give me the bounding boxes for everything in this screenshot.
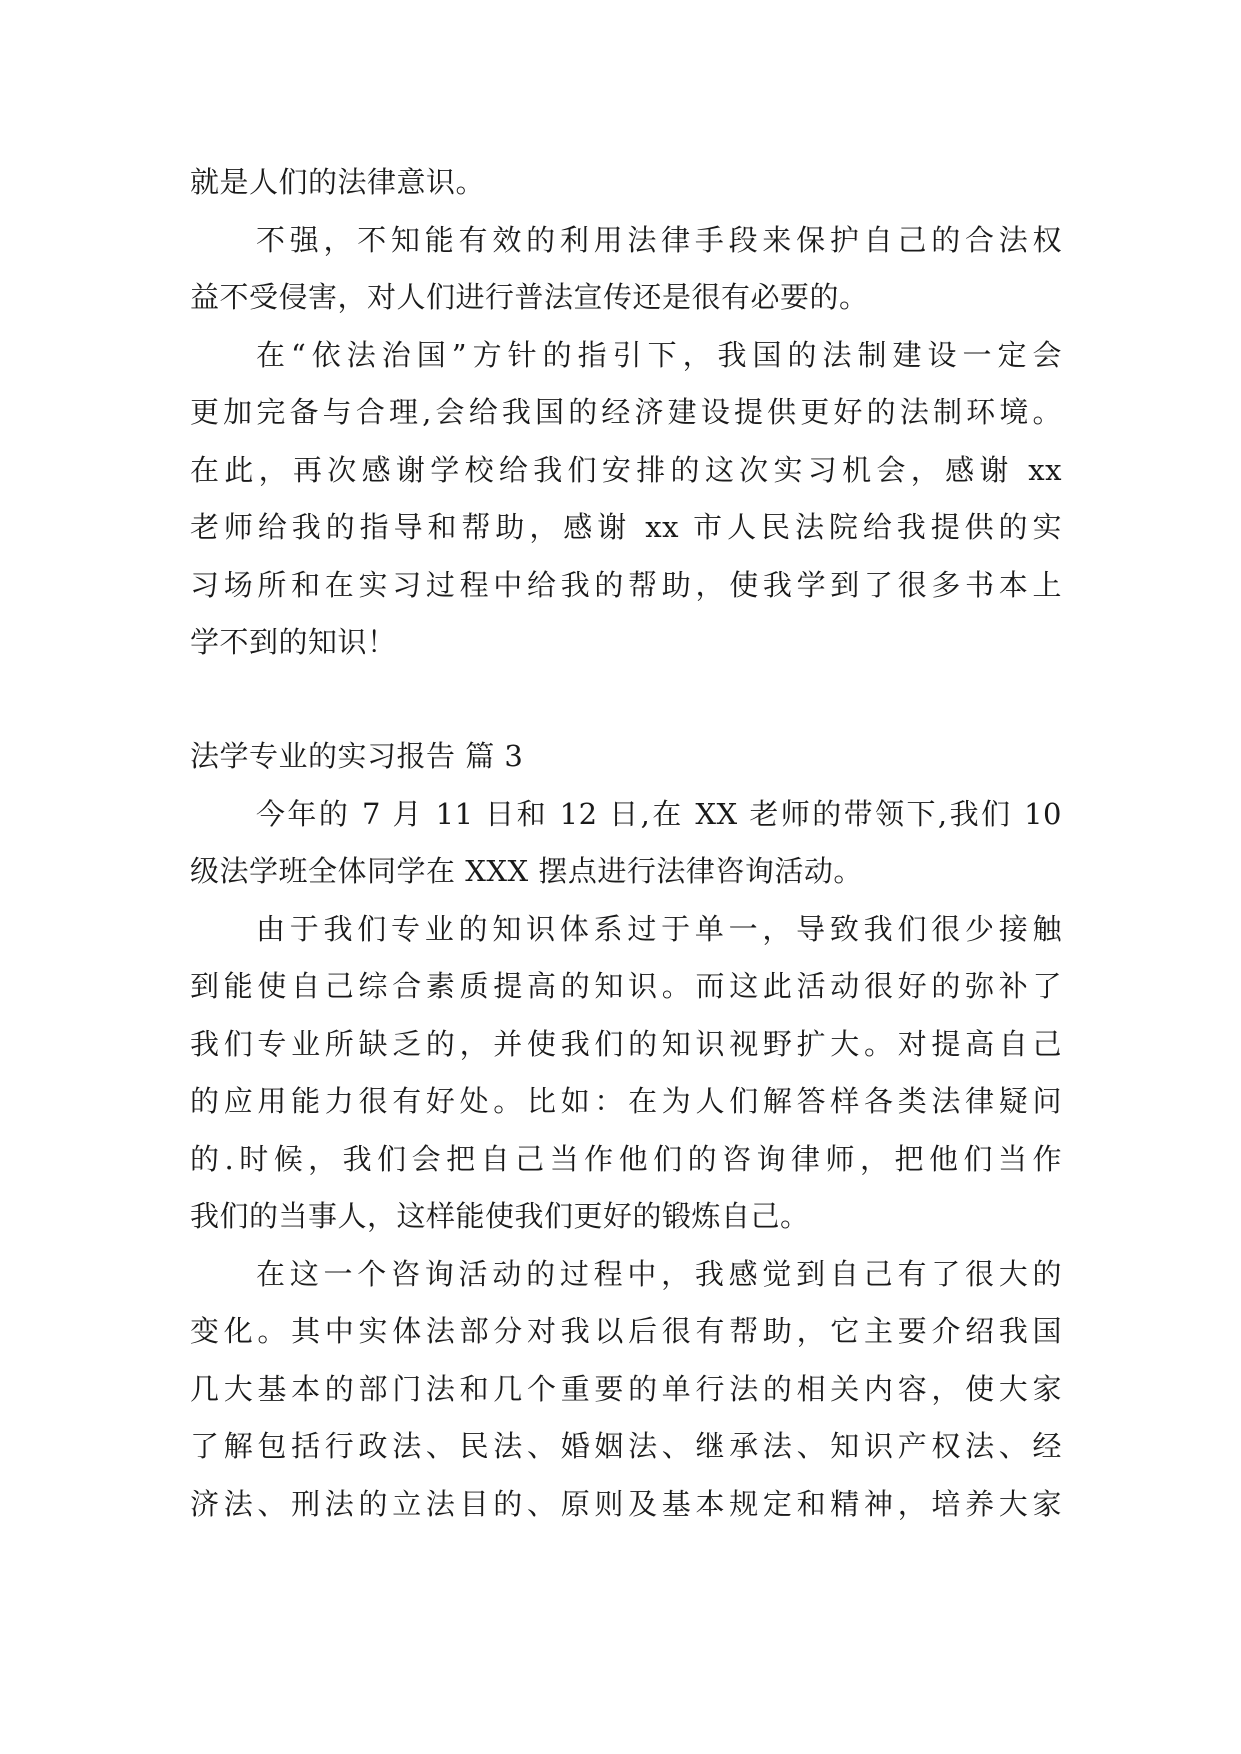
paragraph-line: 学不到的知识！ [190, 625, 397, 659]
paragraph-4 [190, 901, 1062, 1246]
paragraph-line: 在此，再次感谢学校给我们安排的这次实习机会，感谢 xx [190, 452, 1062, 487]
intro-paragraph [190, 154, 1062, 212]
section-spacer [190, 672, 1062, 726]
paragraph-line: 的应用能力很有好处。比如：在为人们解答样各类法律疑问 [190, 1084, 1062, 1118]
paragraph-line: 变化。其中实体法部分对我以后很有帮助，它主要介绍我国 [190, 1314, 1062, 1348]
paragraph-5 [190, 1246, 1062, 1534]
paragraph-line: 不强，不知能有效的利用法律手段来保护自己的合法权 [256, 222, 1062, 257]
paragraph-line: 更加完备与合理,会给我国的经济建设提供更好的法制环境。 [190, 395, 1062, 429]
paragraph-line: 级法学班全体同学在 XXX 摆点进行法律咨询活动。 [190, 854, 863, 888]
paragraph-line: 就是人们的法律意识。 [190, 165, 486, 199]
section-heading: 法学专业的实习报告 篇 3 [190, 738, 524, 773]
paragraph-2 [190, 327, 1062, 672]
paragraph-line: 济法、刑法的立法目的、原则及基本规定和精神，培养大家 [190, 1486, 1062, 1521]
paragraph-line: 到能使自己综合素质提高的知识。而这此活动很好的弥补了 [190, 969, 1062, 1003]
paragraph-line: 的.时候，我们会把自己当作他们的咨询律师，把他们当作 [190, 1141, 1062, 1176]
paragraph-line: 了解包括行政法、民法、婚姻法、继承法、知识产权法、经 [190, 1429, 1062, 1463]
paragraph-line: 在“依法治国”方针的指引下，我国的法制建设一定会 [256, 337, 1062, 372]
paragraph-line: 今年的 7 月 11 日和 12 日,在 XX 老师的带领下,我们 10 [256, 796, 1062, 831]
paragraph-line: 益不受侵害，对人们进行普法宣传还是很有必要的。 [190, 280, 869, 314]
paragraph-3 [190, 786, 1062, 901]
paragraph-line: 在这一个咨询活动的过程中，我感觉到自己有了很大的 [256, 1256, 1062, 1291]
paragraph-line: 习场所和在实习过程中给我的帮助，使我学到了很多书本上 [190, 567, 1062, 602]
paragraph-1 [190, 212, 1062, 327]
paragraph-line: 由于我们专业的知识体系过于单一，导致我们很少接触 [256, 911, 1062, 946]
paragraph-line: 老师给我的指导和帮助，感谢 xx 市人民法院给我提供的实 [190, 510, 1062, 544]
document-body [190, 154, 1062, 1533]
paragraph-line: 我们的当事人，这样能使我们更好的锻炼自己。 [190, 1199, 810, 1233]
paragraph-line: 我们专业所缺乏的，并使我们的知识视野扩大。对提高自己 [190, 1026, 1062, 1061]
paragraph-line: 几大基本的部门法和几个重要的单行法的相关内容，使大家 [190, 1371, 1062, 1406]
